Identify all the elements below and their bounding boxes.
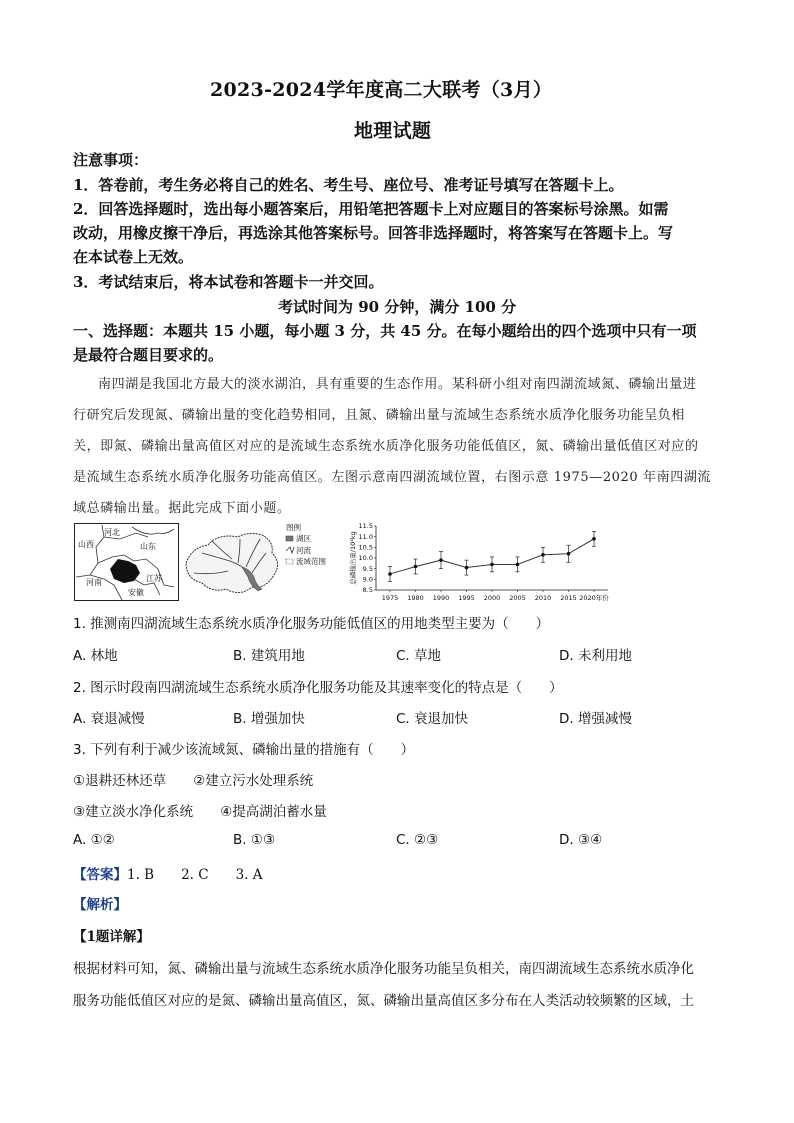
passage-line-5: 域总磷输出量。据此完成下面小题。 [73, 501, 291, 516]
data-point [516, 563, 520, 567]
data-point [465, 566, 469, 570]
data-point [439, 558, 443, 562]
legend-title: 图例 [286, 523, 301, 532]
analysis-line-2: 服务功能低值区对应的是氮、磷输出量高值区，氮、磷输出量高值区多分布在人类活动较频繁的区域，土 [73, 993, 694, 1009]
data-point [388, 572, 392, 576]
q2-option-a[interactable]: A. 衰退减慢 [73, 711, 145, 727]
passage-line-1: 南四湖是我国北方最大的淡水湖泊，具有重要的生态作用。某科研小组对南四湖流域氮、磷输出量进 [98, 377, 697, 392]
y-tick-label: 9.5 [362, 564, 373, 573]
phosphorus-output-chart [340, 518, 630, 604]
y-tick-label: 11.0 [358, 532, 373, 541]
y-tick-label: 8.5 [362, 586, 373, 595]
q3-option-c[interactable]: C. ②③ [396, 832, 439, 848]
q3-option-a[interactable]: A. ①② [73, 832, 115, 848]
notice-item-1: 1．答卷前，考生务必将自己的姓名、考生号、座位号、准考证号填写在答题卡上。 [73, 176, 624, 194]
map-label-shandong: 山东 [140, 542, 156, 551]
q1-option-b[interactable]: B. 建筑用地 [233, 648, 305, 664]
q2-option-d[interactable]: D. 增强减慢 [559, 711, 632, 727]
subject-title: 地理试题 [354, 120, 432, 142]
exam-title: 2023-2024学年度高二大联考（3月） [210, 79, 553, 101]
exam-time-line: 考试时间为 90 分钟，满分 100 分 [278, 298, 517, 316]
basin-map [182, 523, 342, 601]
data-point [490, 563, 494, 567]
data-point [567, 552, 571, 556]
q1-option-a[interactable]: A. 林地 [73, 648, 118, 664]
question-1-stem: 1. 推测南四湖流域生态系统水质净化服务功能低值区的用地类型主要为（ ） [73, 616, 550, 632]
x-tick-label: 2000 [483, 594, 501, 602]
q2-option-b[interactable]: B. 增强加快 [233, 711, 305, 727]
analysis-line-1: 根据材料可知，氮、磷输出量与流域生态系统水质净化服务功能呈负相关，南四湖流域生态系统水质净化 [73, 961, 694, 977]
data-point [414, 565, 418, 569]
y-axis-title: 总磷输出量/10⁴kg [349, 531, 357, 585]
map-label-henan: 河南 [86, 578, 102, 587]
x-tick-label: 1980 [407, 594, 424, 602]
data-point [592, 537, 596, 541]
notice-item-2-cont: 改动，用橡皮擦干净后，再选涂其他答案标号。回答非选择题时，将答案写在答题卡上。写 [73, 224, 674, 242]
question-3-stem: 3. 下列有利于减少该流域氮、磷输出量的措施有（ ） [73, 742, 415, 758]
map-label-jiangsu: 江苏 [146, 574, 162, 583]
notice-item-2: 2．回答选择题时，选出每小题答案后，用铅笔把答题卡上对应题目的答案标号涂黑。如需 [73, 200, 669, 218]
map-label-anhui: 安徽 [128, 588, 144, 597]
q1-option-d[interactable]: D. 未利用地 [559, 648, 632, 664]
notice-heading: 注意事项： [73, 151, 149, 169]
q3-option-d[interactable]: D. ③④ [559, 832, 603, 848]
notice-item-2-end: 在本试卷上无效。 [73, 248, 194, 266]
map-label-shanxi: 山西 [78, 540, 94, 549]
legend-river: 河流 [296, 546, 311, 555]
q2-option-c[interactable]: C. 衰退加快 [396, 711, 469, 727]
map-label-hebei: 河北 [104, 528, 120, 537]
y-tick-label: 9.0 [362, 575, 373, 584]
y-tick-label: 10.0 [358, 554, 373, 563]
question-2-stem: 2. 图示时段南四湖流域生态系统水质净化服务功能及其速率变化的特点是（ ） [73, 680, 563, 696]
basin-boundary [186, 533, 278, 592]
x-tick-label: 2020年份 [579, 594, 609, 602]
q3-statements-2: ③建立淡水净化系统 ④提高湖泊蓄水量 [73, 804, 327, 820]
x-tick-label: 1995 [458, 594, 475, 602]
passage-line-3: 关，即氮、磷输出量高值区对应的是流域生态系统水质净化服务功能低值区，氮、磷输出量低值区对应的 [73, 439, 699, 454]
analysis-label: 【解析】 [73, 897, 127, 913]
q1-detail-label: 【1题详解】 [73, 929, 150, 945]
passage-line-2: 行研究后发现氮、磷输出量的变化趋势相同，且氮、磷输出量与流域生态系统水质净化服务功能呈负相 [73, 408, 686, 423]
x-tick-label: 2010 [534, 594, 552, 602]
y-tick-label: 11.5 [358, 522, 373, 531]
data-point [541, 553, 545, 557]
answer-line [73, 863, 263, 883]
y-tick-label: 10.5 [358, 543, 373, 552]
q1-option-c[interactable]: C. 草地 [396, 648, 442, 664]
notice-item-3: 3．考试结束后，将本试卷和答题卡一并交回。 [73, 273, 384, 291]
location-map [74, 523, 179, 601]
answer-text: 1. B 2. C 3. A [127, 867, 263, 883]
x-tick-label: 2005 [509, 594, 526, 602]
q3-statements-1: ①退耕还林还草 ②建立污水处理系统 [73, 773, 314, 789]
legend-basin: 流域范围 [296, 557, 326, 566]
q3-option-b[interactable]: B. ①③ [233, 832, 276, 848]
section-heading: 一、选择题：本题共 15 小题，每小题 3 分，共 45 分。在每小题给出的四个选项中只有一项 [73, 322, 697, 340]
legend-lake: 湖区 [296, 534, 311, 543]
x-tick-label: 2015 [560, 594, 577, 602]
x-tick-label: 1990 [432, 594, 450, 602]
x-tick-label: 1975 [381, 594, 399, 602]
answer-label: 【答案】 [73, 867, 127, 883]
section-heading-cont: 是最符合题目要求的。 [73, 346, 224, 364]
passage-line-4: 是流域生态系统水质净化服务功能高值区。左图示意南四湖流域位置，右图示意 1975—2020 年南四湖流 [73, 470, 712, 485]
